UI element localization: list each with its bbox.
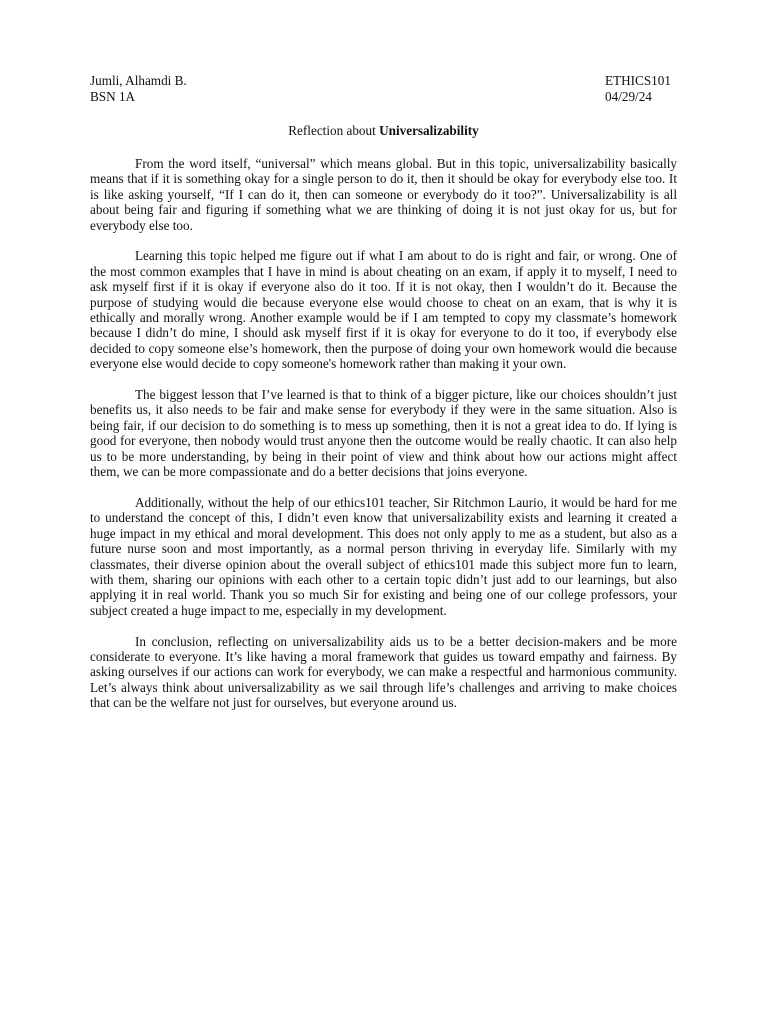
student-name: Jumli, Alhamdi B.	[90, 73, 187, 88]
student-section: BSN 1A	[90, 89, 136, 104]
paragraph-1: From the word itself, “universal” which means global. But in this topic, universalizability basically means that if it is something okay for a single person to do it, then it should be okay for everybody else too. It is like asking yourself, “If I can do it, then can someone or everybody do it too?”. Universalizability is all about being fair and figuring if something what we are thinking of doing it is not just okay for us, but for everybody else too.	[90, 156, 677, 233]
document-date: 04/29/24	[605, 89, 652, 104]
paragraph-4: Additionally, without the help of our ethics101 teacher, Sir Ritchmon Laurio, it would be hard for me to understand the concept of this, I didn’t even know that universalizability exists and learning it created a huge impact in my ethical and moral development. This does not only apply to me as a student, but also as a future nurse soon and most importantly, as a normal person thriving in everyday life. Similarly with my classmates, their diverse opinion about the overall subject of ethics101 made this subject more fun to learn, with them, sharing our opinions with each other to a certain topic didn’t just add to our learnings, but also applying it in real world. Thank you so much Sir for existing and being one of our college professors, your subject created a huge impact to me, especially in my development.	[90, 494, 677, 618]
title-topic: Universalizability	[379, 123, 479, 138]
document-page	[90, 73, 677, 726]
paragraph-3: The biggest lesson that I’ve learned is that to think of a bigger picture, like our choices shouldn’t just benefits us, it also needs to be fair and make sense for everybody if they were in the same situation. Also is being fair, if our decision to do something is to mess up something, then it is not a great idea to do. If lying is good for everyone, then nobody would trust anyone then the outcome would be really chaotic. It can also help us to be more understanding, by being in their point of view and think about how our actions might affect them, we can be more compassionate and do a better decisions that joins everyone.	[90, 387, 677, 480]
course-code: ETHICS101	[605, 73, 671, 88]
paragraph-5: In conclusion, reflecting on universalizability aids us to be a better decision-makers and be more considerate to everyone. It’s like having a moral framework that guides us toward empathy and fairness. By asking ourselves if our actions can work for everybody, we can make a respectful and harmonious community. Let’s always think about universalizability as we sail through life’s challenges and arriving to make choices that can be the welfare not just for ourselves, but everyone around us.	[90, 633, 677, 711]
title-prefix: Reflection about	[288, 123, 380, 138]
document-title	[90, 123, 677, 139]
header-right	[605, 73, 677, 105]
document-header	[90, 73, 677, 105]
paragraph-2: Learning this topic helped me figure out if what I am about to do is right and fair, or wrong. One of the most common examples that I have in mind is about cheating on an exam, if apply it to myself, I need to ask myself first if it is okay if everyone also do it too. If it is not okay, then I wouldn’t do it. Because the purpose of studying would die because everyone else would choose to cheat on an exam, that is why it is ethically and morally wrong. Another example would be if I am tempted to copy my classmate’s homework because I didn’t do mine, I should ask myself first if it is okay for everyone to do it too, if everybody else decided to copy someone else’s homework, then the purpose of doing your own homework would die because everyone else would decide to copy someone's homework rather than making it your own.	[90, 248, 677, 372]
header-left	[90, 73, 187, 105]
